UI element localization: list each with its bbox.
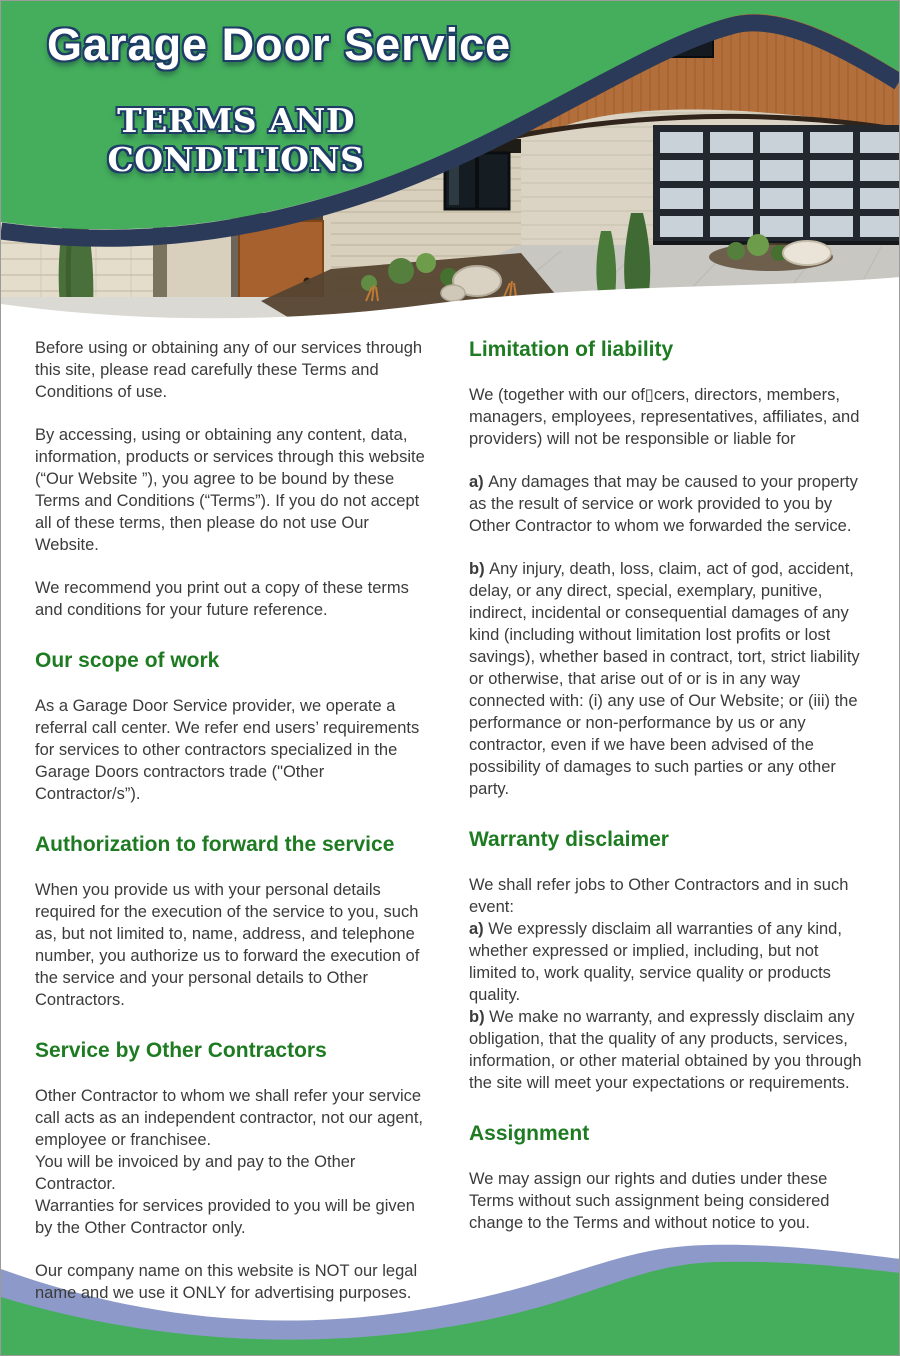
paragraph: By accessing, using or obtaining any content, data, information, products or services through this website (“Our Website ”), you agree to be bound by these Terms and Conditions (“Terms”). If you do not accept all of these terms, then please do not use Our Website. [35, 426, 425, 554]
paragraph: As a Garage Door Service provider, we operate a referral call center. We refer end users’ requirements for services to other contractors specialized in the Garage Doors contractors trade ("Other Contractor/s”). [35, 697, 420, 803]
paragraph: b) We make no warranty, and expressly disclaim any obligation, that the quality of any products, services, information, or other material obtained by you through the site will meet your expectations or requirements. [469, 1008, 862, 1092]
paragraph: b) Any injury, death, loss, claim, act of god, accident, delay, or any direct, special, exemplary, punitive, indirect, incidental or consequential damages of any kind (including without limitation lost profits or lost savings), whether based in contract, tort, strict liability or otherwise, that arise out of or is in any way connected with: (i) any use of Our Website; or (iii) the performance or non-performance by us or any contractor, even if we have been advised of the possibility of damages to such parties or any other party. [469, 560, 860, 798]
paragraph: We shall refer jobs to Other Contractors and in such event: [469, 876, 849, 916]
paragraph: When you provide us with your personal details required for the execution of the service to you, such as, but not limited to, name, address, and telephone number, you authorize us to forward the execution of the service and your personal details to Other Contractors. [35, 881, 420, 1009]
clause-marker: a) [469, 920, 489, 938]
paragraph: a) We expressly disclaim all warranties of any kind, whether expressed or implied, including, but not limited to, work quality, service quality or products quality. [469, 920, 842, 1004]
clause-marker: a) [469, 473, 489, 491]
page-title: Garage Door Service [47, 19, 512, 70]
terms-left-column [35, 337, 428, 1304]
paragraph: Before using or obtaining any of our services through this site, please read carefully these Terms and Conditions of use. [35, 339, 423, 401]
page-subtitle-line2: CONDITIONS [107, 140, 365, 179]
section-heading: Our scope of work [35, 649, 220, 672]
paragraph: Warranties for services provided to you will be given by the Other Contractor only. [35, 1197, 415, 1237]
garage-door [653, 125, 900, 245]
paragraph: Other Contractor to whom we shall refer your service call acts as an independent contractor, not our agent, employee or franchisee. [35, 1087, 424, 1149]
paragraph: We may assign our rights and duties under these Terms without such assignment being considered change to the Terms and without notice to you. [469, 1170, 830, 1232]
clause-marker: b) [469, 560, 490, 578]
clause-marker: b) [469, 1008, 490, 1026]
paragraph: You will be invoiced by and pay to the Other Contractor. [35, 1153, 356, 1193]
section-heading: Limitation of liability [469, 338, 674, 361]
paragraph: Our company name on this website is NOT our legal name and we use it ONLY for advertising purposes. [35, 1262, 418, 1302]
terms-content [35, 337, 867, 1304]
page-subtitle-line1: TERMS AND [117, 101, 355, 140]
header [1, 1, 900, 341]
paragraph: a) Any damages that may be caused to your property as the result of service or work provided to you by Other Contractor to whom we forwarded the service. [469, 473, 858, 535]
section-heading: Warranty disclaimer [469, 828, 669, 851]
section-heading: Service by Other Contractors [35, 1039, 327, 1062]
paragraph: We recommend you print out a copy of these terms and conditions for your future reference. [35, 579, 409, 619]
section-heading: Assignment [469, 1122, 590, 1145]
paragraph: We (together with our of▯cers, directors, members, managers, employees, representatives, affiliates, and providers) will not be responsible or liable for [469, 386, 860, 448]
header-illustration [1, 1, 900, 341]
section-heading: Authorization to forward the service [35, 833, 395, 856]
terms-right-column [469, 337, 862, 1304]
